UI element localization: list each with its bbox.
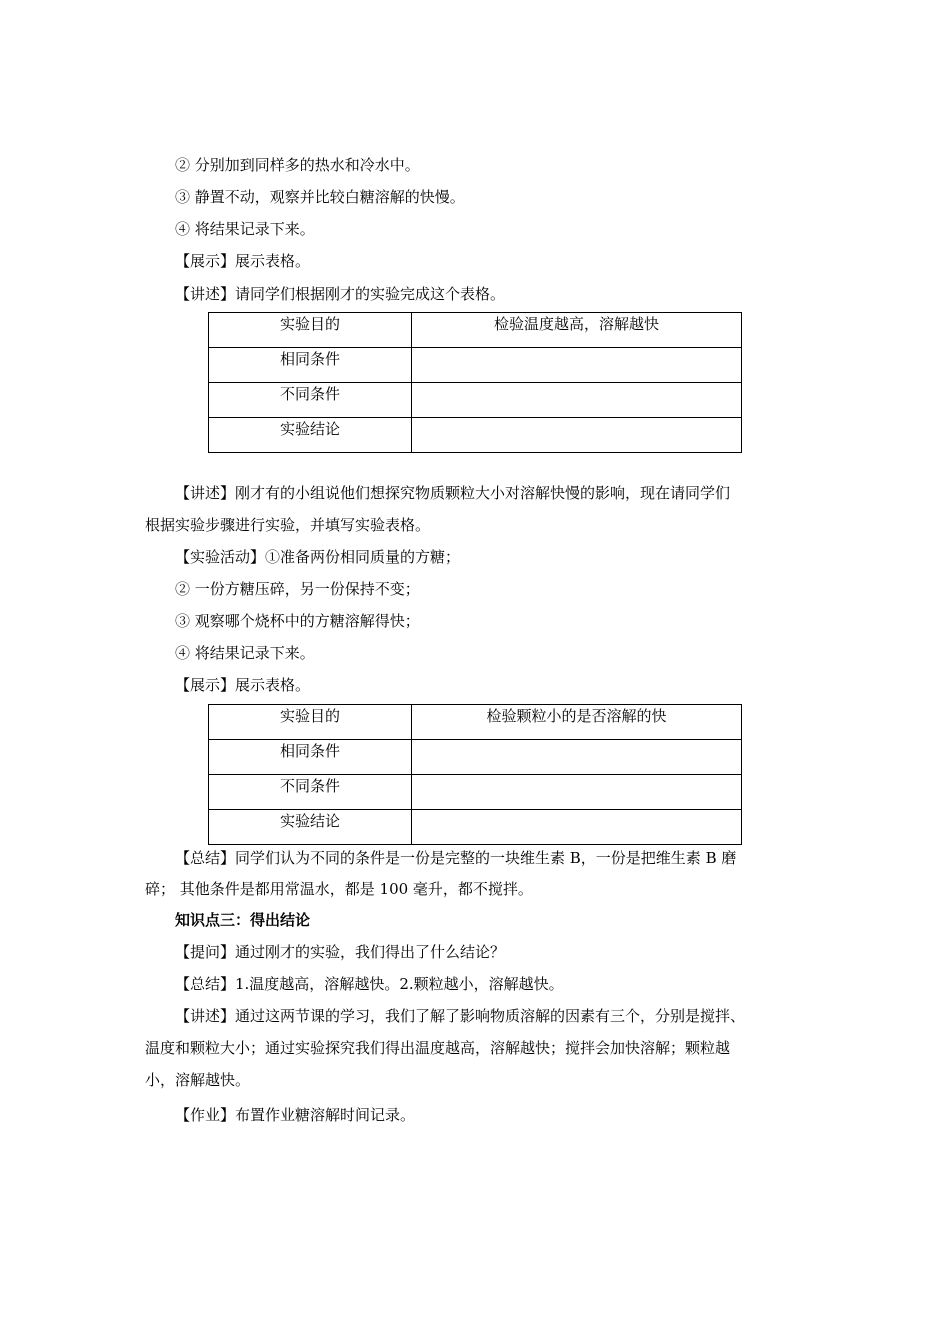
activity-step-4: ④ 将结果记录下来。 bbox=[175, 644, 315, 662]
table-cell: 不同条件 bbox=[209, 775, 412, 810]
step-2-text: ② 分别加到同样多的热水和冷水中。 bbox=[175, 156, 420, 174]
question-text: 【提问】通过刚才的实验，我们得出了什么结论？ bbox=[175, 943, 506, 961]
table-cell: 检验颗粒小的是否溶解的快 bbox=[412, 705, 742, 740]
table-row bbox=[209, 418, 742, 453]
table-row bbox=[209, 348, 742, 383]
table-row bbox=[209, 383, 742, 418]
homework-text: 【作业】布置作业糖溶解时间记录。 bbox=[175, 1106, 416, 1124]
final-narrate-line-3: 小，溶解越快。 bbox=[145, 1071, 251, 1089]
table-cell bbox=[412, 810, 742, 845]
activity-step-3: ③ 观察哪个烧杯中的方糖溶解得快； bbox=[175, 612, 420, 630]
table-cell bbox=[412, 418, 742, 453]
table-cell: 实验目的 bbox=[209, 313, 412, 348]
summary-line-2: 碎； 其他条件是都用常温水，都是 100 毫升，都不搅拌。 bbox=[145, 880, 533, 898]
experiment-table-1 bbox=[208, 312, 742, 453]
summary-line-1: 【总结】同学们认为不同的条件是一份是完整的一块维生素 B，一份是把维生素 B 磨 bbox=[175, 849, 737, 867]
table-row bbox=[209, 775, 742, 810]
table-cell: 实验结论 bbox=[209, 810, 412, 845]
table-cell bbox=[412, 775, 742, 810]
table-cell: 不同条件 bbox=[209, 383, 412, 418]
paragraph-1-line-2: 根据实验步骤进行实验，并填写实验表格。 bbox=[145, 516, 431, 534]
show-table-text-2: 【展示】展示表格。 bbox=[175, 676, 311, 694]
conclusion-text: 【总结】1.温度越高，溶解越快。2.颗粒越小，溶解越快。 bbox=[175, 975, 564, 993]
table-cell: 相同条件 bbox=[209, 740, 412, 775]
final-narrate-line-1: 【讲述】通过这两节课的学习，我们了解了影响物质溶解的因素有三个，分别是搅拌、 bbox=[175, 1007, 746, 1025]
table-cell bbox=[412, 348, 742, 383]
table-cell: 相同条件 bbox=[209, 348, 412, 383]
table-row bbox=[209, 810, 742, 845]
step-3-text: ③ 静置不动，观察并比较白糖溶解的快慢。 bbox=[175, 188, 465, 206]
activity-text: 【实验活动】①准备两份相同质量的方糖； bbox=[175, 548, 461, 566]
table-row bbox=[209, 740, 742, 775]
activity-step-2: ② 一份方糖压碎，另一份保持不变； bbox=[175, 580, 420, 598]
show-table-text: 【展示】展示表格。 bbox=[175, 252, 311, 270]
table-cell: 实验目的 bbox=[209, 705, 412, 740]
narrate-text: 【讲述】请同学们根据刚才的实验完成这个表格。 bbox=[175, 285, 506, 303]
final-narrate-line-2: 温度和颗粒大小；通过实验探究我们得出温度越高，溶解越快；搅拌会加快溶解；颗粒越 bbox=[145, 1039, 731, 1057]
table-cell bbox=[412, 383, 742, 418]
experiment-table-2 bbox=[208, 704, 742, 845]
table-row bbox=[209, 705, 742, 740]
step-4-text: ④ 将结果记录下来。 bbox=[175, 220, 315, 238]
table-cell: 实验结论 bbox=[209, 418, 412, 453]
paragraph-1-line-1: 【讲述】刚才有的小组说他们想探究物质颗粒大小对溶解快慢的影响，现在请同学们 bbox=[175, 484, 731, 502]
table-cell: 检验温度越高，溶解越快 bbox=[412, 313, 742, 348]
section-heading: 知识点三：得出结论 bbox=[175, 911, 311, 929]
table-row bbox=[209, 313, 742, 348]
table-cell bbox=[412, 740, 742, 775]
